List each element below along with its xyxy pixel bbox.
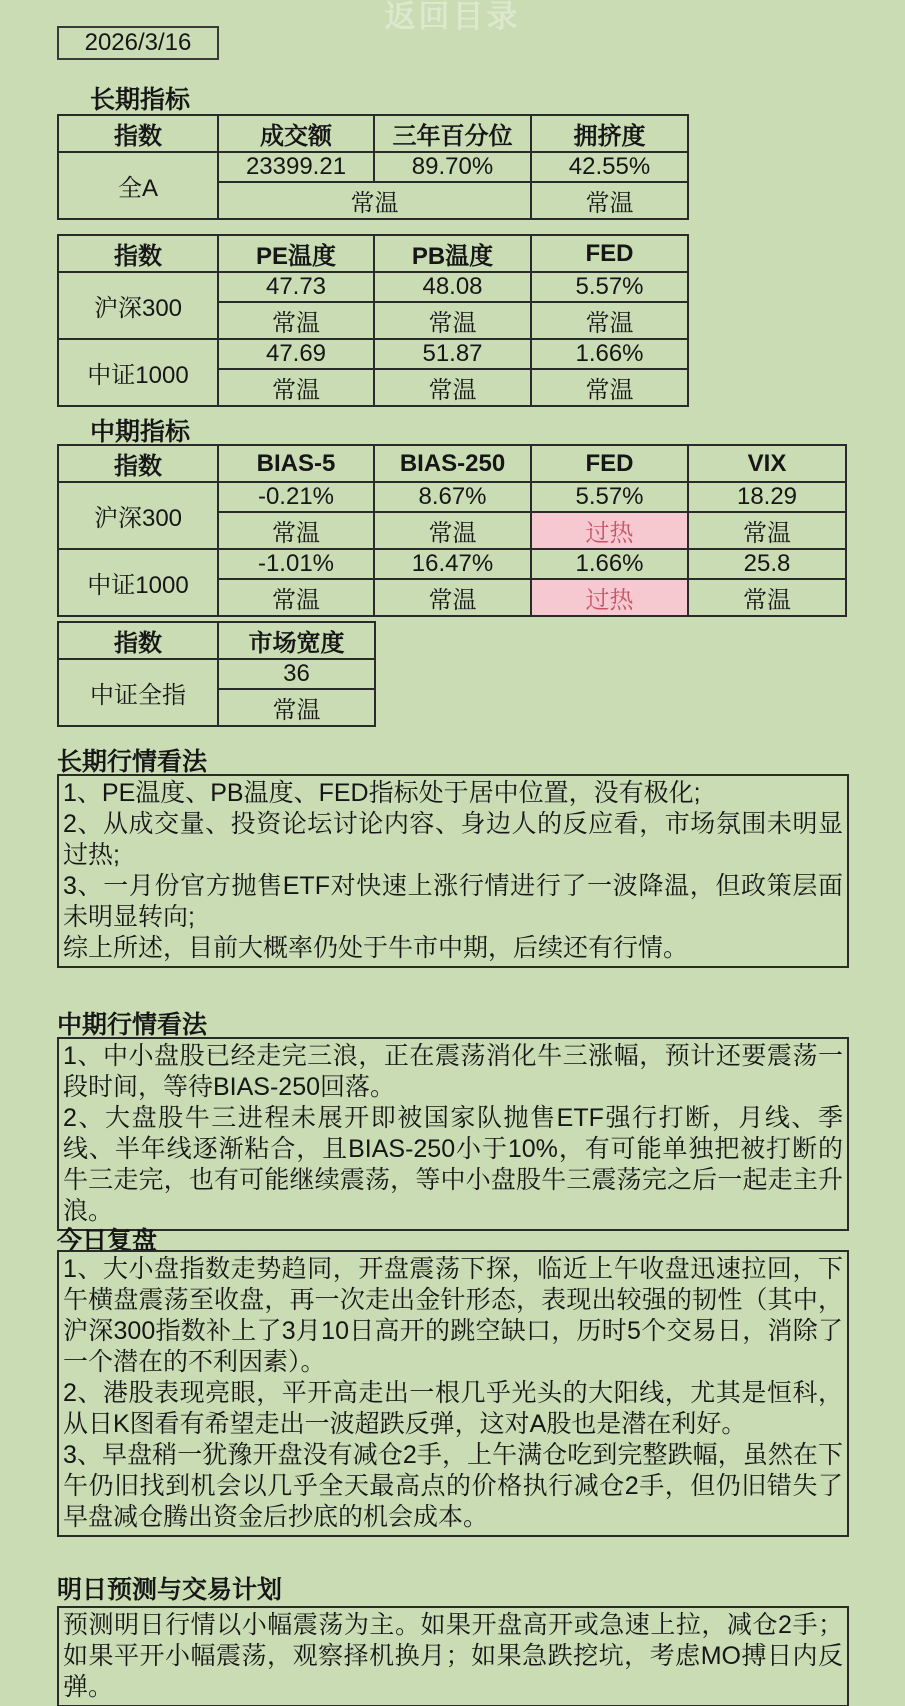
table-bias bbox=[57, 444, 847, 617]
status-cell: 常温 bbox=[218, 182, 531, 219]
note-box-mid-view bbox=[57, 1037, 849, 1231]
header-cell: VIX bbox=[688, 445, 846, 482]
status-cell: 常温 bbox=[374, 302, 531, 339]
value-cell: 5.57% bbox=[531, 272, 688, 302]
value-cell: 23399.21 bbox=[218, 152, 374, 182]
header-cell: 指数 bbox=[58, 115, 218, 152]
table-long-term-overview bbox=[57, 114, 689, 220]
status-cell: 常温 bbox=[374, 579, 531, 616]
note-paragraph: 1、大小盘指数走势趋同，开盘震荡下探，临近上午收盘迅速拉回，下午横盘震荡至收盘，再一次走出金针形态，表现出较强的韧性（其中，沪深300指数补上了3月10日高开的跳空缺口，历时5个交易日，消除了一个潜在的不利因素）。 bbox=[63, 1255, 843, 1376]
value-cell: 51.87 bbox=[374, 339, 531, 369]
table-header-row bbox=[58, 445, 846, 482]
header-cell: 指数 bbox=[58, 445, 218, 482]
index-cell: 全A bbox=[58, 152, 218, 219]
status-cell: 常温 bbox=[218, 302, 374, 339]
header-cell: PE温度 bbox=[218, 235, 374, 272]
note-paragraph: 2、从成交量、投资论坛讨论内容、身边人的反应看，市场氛围未明显过热; bbox=[63, 810, 843, 869]
value-cell: 42.55% bbox=[531, 152, 688, 182]
header-cell: 指数 bbox=[58, 622, 218, 659]
note-paragraph: 3、早盘稍一犹豫开盘没有减仓2手，上午满仓吃到完整跌幅，虽然在下午仍旧找到机会以几乎全天最高点的价格执行减仓2手，但仍旧错失了早盘减仓腾出资金后抄底的机会成本。 bbox=[63, 1441, 843, 1531]
value-cell: 47.73 bbox=[218, 272, 374, 302]
status-cell-overheat: 过热 bbox=[531, 512, 688, 549]
note-box-long-view bbox=[57, 774, 849, 968]
value-cell: 47.69 bbox=[218, 339, 374, 369]
note-title-mid-view: 中期行情看法 bbox=[57, 1011, 208, 1039]
status-cell-overheat: 过热 bbox=[531, 579, 688, 616]
header-cell: BIAS-5 bbox=[218, 445, 374, 482]
section-title-long-term: 长期指标 bbox=[90, 86, 191, 114]
status-cell: 常温 bbox=[374, 369, 531, 406]
value-cell: -0.21% bbox=[218, 482, 374, 512]
status-cell: 常温 bbox=[218, 369, 374, 406]
note-paragraph: 综上所述，目前大概率仍处于牛市中期，后续还有行情。 bbox=[63, 934, 689, 962]
value-cell: 48.08 bbox=[374, 272, 531, 302]
status-cell: 常温 bbox=[531, 369, 688, 406]
value-cell: 36 bbox=[218, 659, 375, 689]
note-paragraph: 预测明日行情以小幅震荡为主。如果开盘高开或急速上拉，减仓2手；如果平开小幅震荡，观察择机换月；如果急跌挖坑，考虑MO搏日内反弹。 bbox=[63, 1611, 843, 1701]
value-cell: 18.29 bbox=[688, 482, 846, 512]
section-title-mid-term: 中期指标 bbox=[90, 418, 191, 446]
note-paragraph: 3、一月份官方抛售ETF对快速上涨行情进行了一波降温，但政策层面未明显转向; bbox=[63, 872, 843, 931]
note-paragraph: 2、大盘股牛三进程未展开即被国家队抛售ETF强行打断，月线、季线、半年线逐渐粘合，且BIAS-250小于10%，有可能单独把被打断的牛三走完，也有可能继续震荡，等中小盘股牛三震荡完之后一起走主升浪。 bbox=[63, 1104, 843, 1225]
note-paragraph: 1、中小盘股已经走完三浪，正在震荡消化牛三涨幅，预计还要震荡一段时间，等待BIAS-250回落。 bbox=[63, 1042, 843, 1101]
table-row bbox=[58, 659, 375, 689]
table-header-row bbox=[58, 622, 375, 659]
table-row bbox=[58, 152, 688, 182]
table-breadth bbox=[57, 621, 376, 727]
header-cell: PB温度 bbox=[374, 235, 531, 272]
table-row bbox=[58, 482, 846, 512]
status-cell: 常温 bbox=[218, 579, 374, 616]
header-cell: FED bbox=[531, 445, 688, 482]
status-cell: 常温 bbox=[688, 512, 846, 549]
table-header-row bbox=[58, 115, 688, 152]
index-cell: 中证1000 bbox=[58, 339, 218, 406]
index-cell: 沪深300 bbox=[58, 272, 218, 339]
value-cell: 25.8 bbox=[688, 549, 846, 579]
status-cell: 常温 bbox=[218, 689, 375, 726]
header-cell: 三年百分位 bbox=[374, 115, 531, 152]
header-cell: 市场宽度 bbox=[218, 622, 375, 659]
note-box-tomorrow-plan bbox=[57, 1606, 849, 1706]
index-cell: 中证1000 bbox=[58, 549, 218, 616]
header-cell: BIAS-250 bbox=[374, 445, 531, 482]
date-box: 2026/3/16 bbox=[57, 26, 219, 60]
status-cell: 常温 bbox=[531, 302, 688, 339]
table-row bbox=[58, 272, 688, 302]
value-cell: 16.47% bbox=[374, 549, 531, 579]
value-cell: 5.57% bbox=[531, 482, 688, 512]
status-cell: 常温 bbox=[688, 579, 846, 616]
table-row bbox=[58, 549, 846, 579]
value-cell: 89.70% bbox=[374, 152, 531, 182]
note-title-long-view: 长期行情看法 bbox=[57, 748, 208, 776]
header-cell: 成交额 bbox=[218, 115, 374, 152]
index-cell: 中证全指 bbox=[58, 659, 218, 726]
note-title-today-review: 今日复盘 bbox=[57, 1227, 158, 1255]
back-to-toc-link[interactable]: 返回目录 bbox=[384, 0, 521, 34]
value-cell: 1.66% bbox=[531, 549, 688, 579]
table-row bbox=[58, 339, 688, 369]
table-valuation bbox=[57, 234, 689, 407]
value-cell: -1.01% bbox=[218, 549, 374, 579]
table-header-row bbox=[58, 235, 688, 272]
index-cell: 沪深300 bbox=[58, 482, 218, 549]
header-cell: 拥挤度 bbox=[531, 115, 688, 152]
note-paragraph: 2、港股表现亮眼，平开高走出一根几乎光头的大阳线，尤其是恒科，从日K图看有希望走出一波超跌反弹，这对A股也是潜在利好。 bbox=[63, 1379, 843, 1438]
status-cell: 常温 bbox=[374, 512, 531, 549]
value-cell: 1.66% bbox=[531, 339, 688, 369]
value-cell: 8.67% bbox=[374, 482, 531, 512]
note-paragraph: 1、PE温度、PB温度、FED指标处于居中位置，没有极化; bbox=[63, 779, 701, 807]
note-title-tomorrow-plan: 明日预测与交易计划 bbox=[57, 1576, 283, 1604]
header-cell: FED bbox=[531, 235, 688, 272]
header-cell: 指数 bbox=[58, 235, 218, 272]
status-cell: 常温 bbox=[218, 512, 374, 549]
status-cell: 常温 bbox=[531, 182, 688, 219]
note-box-today-review bbox=[57, 1250, 849, 1537]
